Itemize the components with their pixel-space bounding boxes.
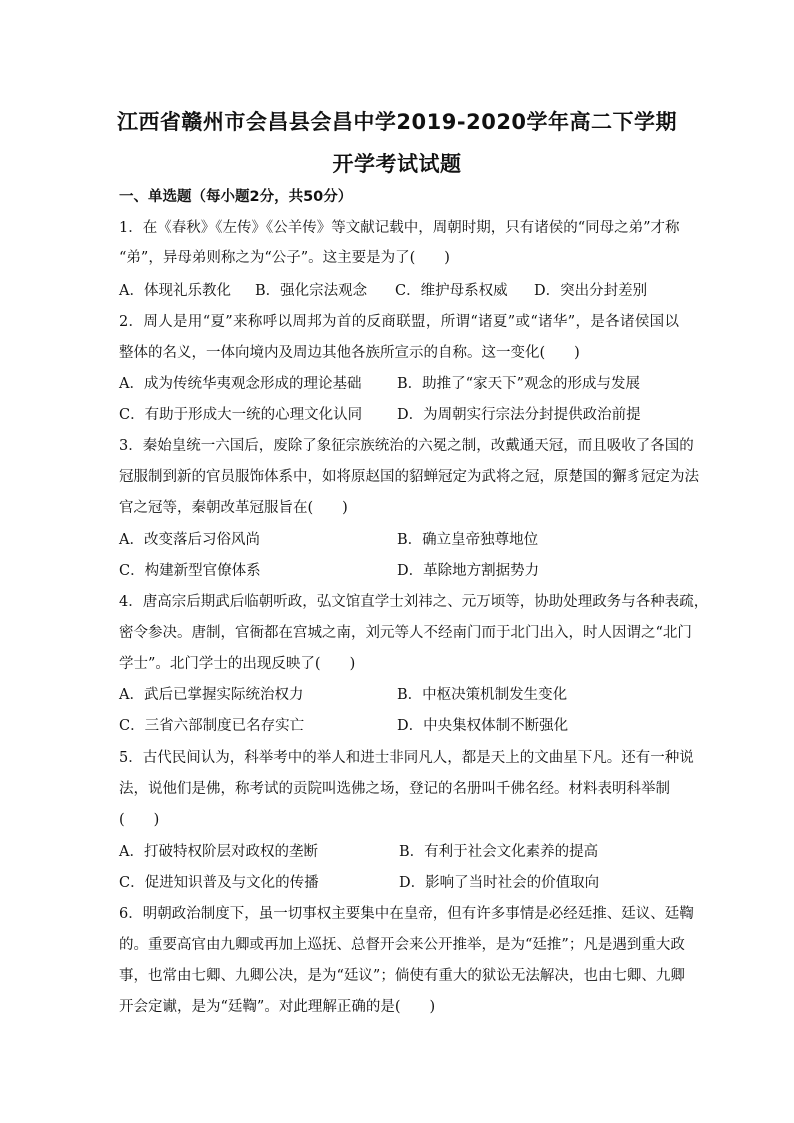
exam-subtitle: 开学考试试题 xyxy=(332,152,462,176)
exam-title: 江西省赣州市会昌县会昌中学2019-2020学年高二下学期 xyxy=(116,110,678,134)
question-5-text: 5．古代民间认为，科举考中的举人和进士非同凡人，都是天上的文曲星下凡。还有一种说 xyxy=(119,750,694,766)
question-4-option-c[interactable]: C．三省六部制度已名存实亡 xyxy=(119,718,305,734)
question-5-option-c[interactable]: C．促进知识普及与文化的传播 xyxy=(119,875,319,891)
question-4-text: 4．唐高宗后期武后临朝听政，弘文馆直学士刘祎之、元万顷等，协助处理政务与各种表疏， xyxy=(119,594,709,610)
question-3-text: 冠服制到新的官员服饰体系中，如将原赵国的貂蝉冠定为武将之冠，原楚国的獬豸冠定为法 xyxy=(119,469,699,485)
question-2-text: 2．周人是用“夏”来称呼以周邦为首的反商联盟，所谓“诸夏”或“诸华”，是各诸侯国以 xyxy=(119,314,679,330)
question-3-text: 3．秦始皇统一六国后，废除了象征宗族统治的六冕之制，改戴通天冠，而且吸收了各国的 xyxy=(119,438,694,454)
question-1-option-b[interactable]: B．强化宗法观念 xyxy=(255,283,368,299)
question-1-text: “弟”，异母弟则称之为“公子”。这主要是为了( ) xyxy=(119,250,450,266)
question-5-option-d[interactable]: D．影响了当时社会的价值取向 xyxy=(399,875,600,891)
question-3-option-a[interactable]: A．改变落后习俗风尚 xyxy=(119,532,260,548)
section-heading: 一、单选题（每小题2分，共50分） xyxy=(119,189,353,205)
question-2-text: 整体的名义，一体向境内及周边其他各族所宣示的自称。这一变化( ) xyxy=(119,345,580,361)
question-4-text: 学士”。北门学士的出现反映了( ) xyxy=(119,656,356,672)
question-3-option-b[interactable]: B．确立皇帝独尊地位 xyxy=(397,532,539,548)
question-4-option-a[interactable]: A．武后已掌握实际统治权力 xyxy=(119,687,304,703)
question-1-text: 1．在《春秋》《左传》《公羊传》等文献记载中，周朝时期，只有诸侯的“同母之弟”才称 xyxy=(119,220,680,236)
question-1-option-d[interactable]: D．突出分封差别 xyxy=(534,283,648,299)
question-2-option-a[interactable]: A．成为传统华夷观念形成的理论基础 xyxy=(119,376,362,392)
question-6-text: 事，也常由七卿、九卿公决，是为“廷议”；倘使有重大的狱讼无法解决，也由七卿、九卿 xyxy=(119,968,685,984)
question-1-option-a[interactable]: A．体现礼乐教化 xyxy=(119,283,231,299)
question-5-text: ( ) xyxy=(119,812,160,828)
question-3-option-d[interactable]: D．革除地方割据势力 xyxy=(397,563,540,579)
question-2-option-d[interactable]: D．为周朝实行宗法分封提供政治前提 xyxy=(397,407,641,423)
question-1-option-c[interactable]: C．维护母系权威 xyxy=(395,283,508,299)
question-5-option-a[interactable]: A．打破特权阶层对政权的垄断 xyxy=(119,844,318,860)
question-6-text: 6．明朝政治制度下，虽一切事权主要集中在皇帝，但有许多事情是必经廷推、廷议、廷鞫 xyxy=(119,906,694,922)
question-5-option-b[interactable]: B．有利于社会文化素养的提高 xyxy=(399,844,599,860)
question-6-text: 的。重要高官由九卿或再加上巡抚、总督开会来公开推举，是为“廷推”；凡是遇到重大政 xyxy=(119,937,685,953)
question-4-option-b[interactable]: B．中枢决策机制发生变化 xyxy=(397,687,568,703)
question-3-text: 官之冠等，秦朝改革冠服旨在( ) xyxy=(119,500,348,516)
question-4-text: 密令参决。唐制，官衙都在宫城之南，刘元等人不经南门而于北门出入，时人因谓之“北门 xyxy=(119,625,692,641)
question-2-option-c[interactable]: C．有助于形成大一统的心理文化认同 xyxy=(119,407,363,423)
question-3-option-c[interactable]: C．构建新型官僚体系 xyxy=(119,563,261,579)
question-6-text: 开会定谳，是为“廷鞫”。对此理解正确的是( ) xyxy=(119,999,436,1015)
question-4-option-d[interactable]: D．中央集权体制不断强化 xyxy=(397,718,569,734)
question-2-option-b[interactable]: B．助推了“家天下”观念的形成与发展 xyxy=(397,376,640,392)
question-5-text: 法，说他们是佛，称考试的贡院叫选佛之场，登记的名册叫千佛名经。材料表明科举制 xyxy=(119,781,670,797)
